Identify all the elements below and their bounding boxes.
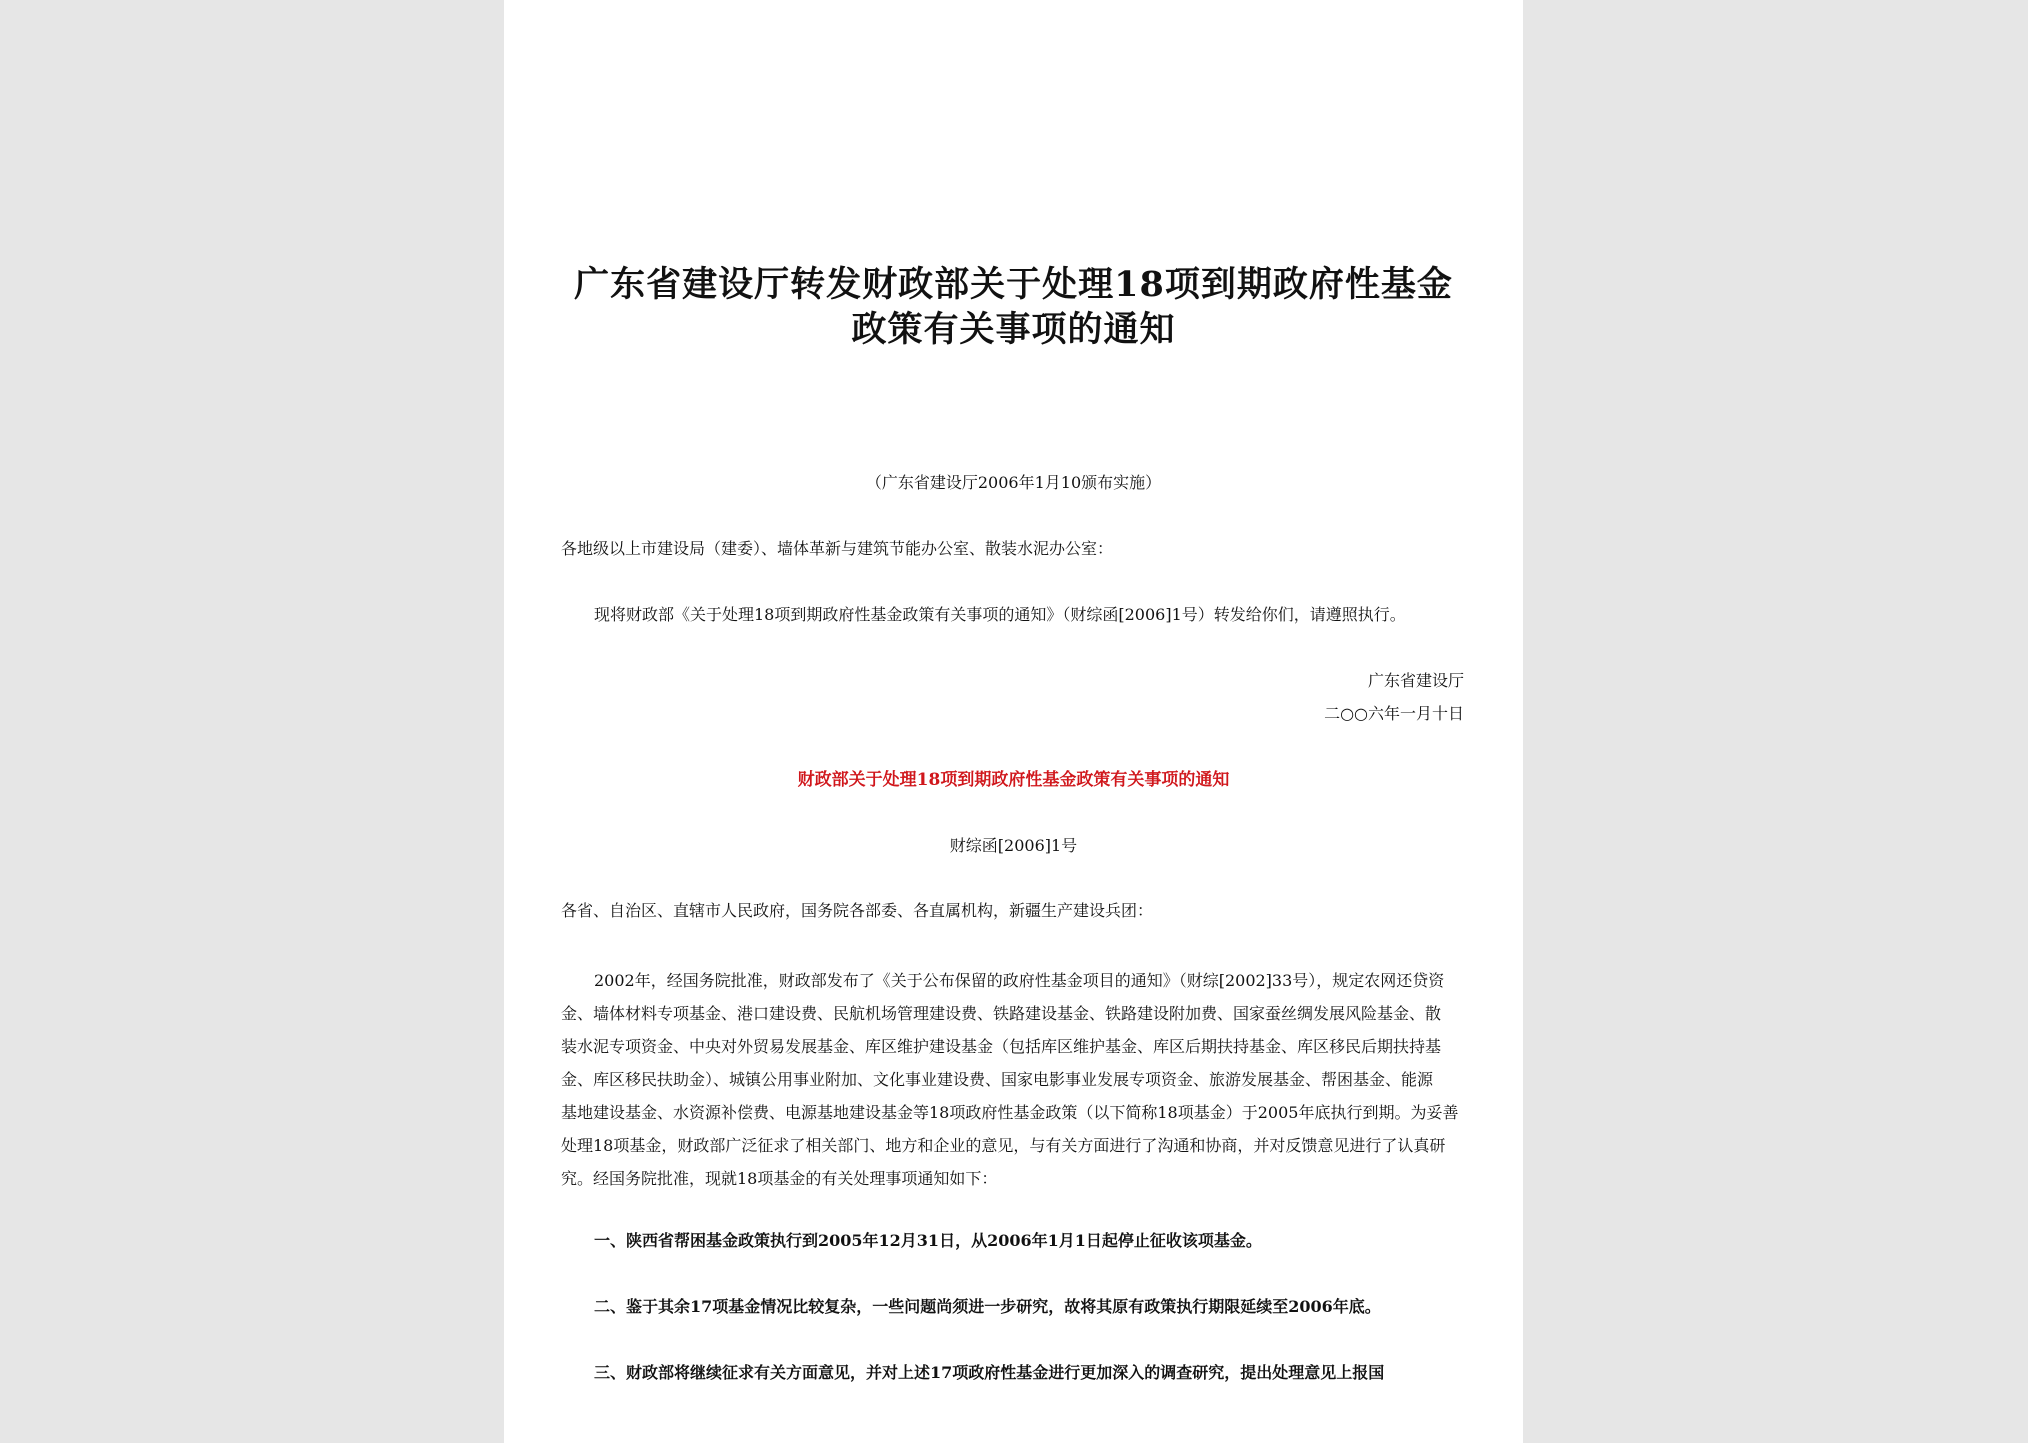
title-line-1: 广东省建设厅转发财政部关于处理18项到期政府性基金	[574, 264, 1453, 305]
paragraph-line: 金、库区移民扶助金）、城镇公用事业附加、文化事业建设费、国家电影事业发展专项资金、旅游发展基金、帮困基金、能源	[561, 1070, 1434, 1089]
notice-addressee: 各省、自治区、直辖市人民政府，国务院各部委、各直属机构，新疆生产建设兵团：	[561, 901, 1154, 920]
paragraph-line: 处理18项基金，财政部广泛征求了相关部门、地方和企业的意见，与有关方面进行了沟通和协商，并对反馈意见进行了认真研	[561, 1136, 1446, 1155]
title-line-2: 政策有关事项的通知	[851, 309, 1176, 350]
signature-org: 广东省建设厅	[1367, 671, 1464, 690]
addressee-line: 各地级以上市建设局（建委）、墙体革新与建筑节能办公室、散装水泥办公室：	[561, 539, 1114, 558]
body-paragraph	[561, 964, 1469, 1195]
paragraph-line: 基地建设基金、水资源补偿费、电源基地建设基金等18项政府性基金政策（以下简称18项基金）于2005年底执行到期。为妥善	[561, 1103, 1459, 1122]
item-one: 一、陕西省帮困基金政策执行到2005年12月31日，从2006年1月1日起停止征收该项基金。	[594, 1231, 1262, 1250]
forward-text: 现将财政部《关于处理18项到期政府性基金政策有关事项的通知》（财综函[2006]1号）转发给你们，请遵照执行。	[594, 605, 1406, 624]
paragraph-line: 究。经国务院批准，现就18项基金的有关处理事项通知如下：	[561, 1169, 998, 1188]
paragraph-line: 金、墙体材料专项基金、港口建设费、民航机场管理建设费、铁路建设基金、铁路建设附加费、国家蚕丝绸发展风险基金、散	[561, 1004, 1442, 1023]
document-number: 财综函[2006]1号	[949, 836, 1078, 855]
signature-date: 二○○六年一月十日	[1324, 704, 1464, 723]
item-three: 三、财政部将继续征求有关方面意见，并对上述17项政府性基金进行更加深入的调查研究，提出处理意见上报国	[594, 1363, 1385, 1382]
paragraph-line: 装水泥专项资金、中央对外贸易发展基金、库区维护建设基金（包括库区维护基金、库区后期扶持基金、库区移民后期扶持基	[561, 1037, 1442, 1056]
issuance-note: （广东省建设厅2006年1月10颁布实施）	[865, 473, 1162, 492]
attached-notice-title: 财政部关于处理18项到期政府性基金政策有关事项的通知	[797, 770, 1230, 790]
document-page	[504, 0, 1523, 1443]
document-title	[504, 262, 1523, 352]
paragraph-line: 2002年，经国务院批准，财政部发布了《关于公布保留的政府性基金项目的通知》（财综[2002]33号），规定农网还贷资	[594, 971, 1445, 990]
item-two: 二、鉴于其余17项基金情况比较复杂，一些问题尚须进一步研究，故将其原有政策执行期限延续至2006年底。	[594, 1297, 1381, 1316]
